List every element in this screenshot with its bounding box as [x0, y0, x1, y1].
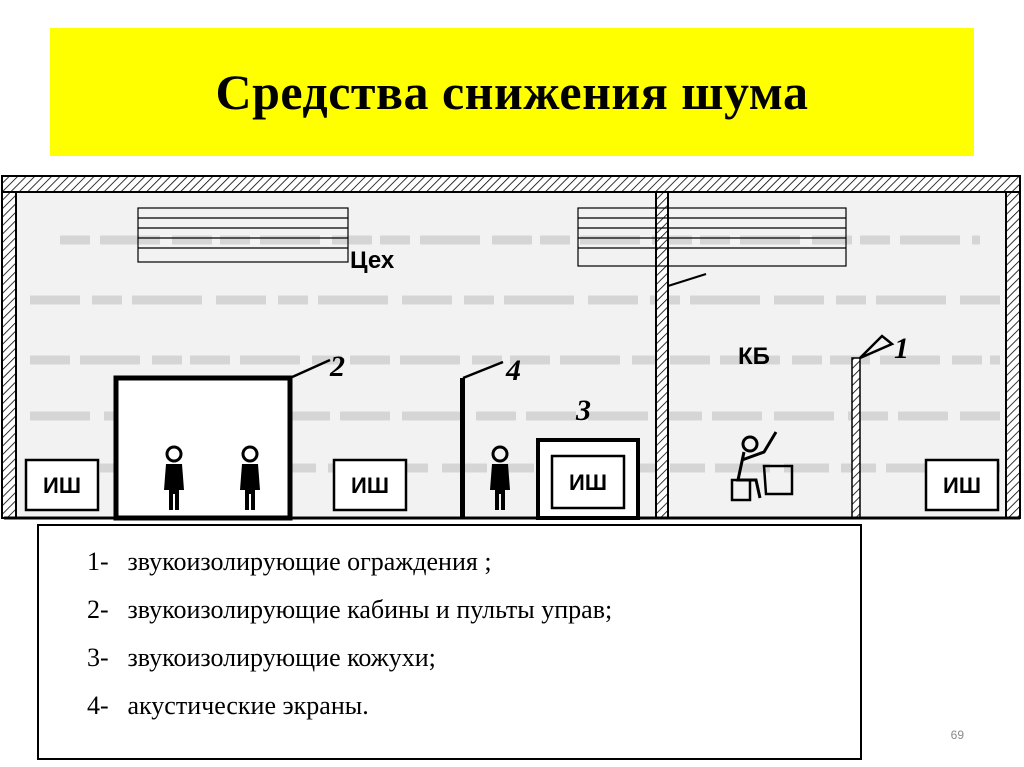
legend-number: 2- — [87, 595, 109, 624]
workshop-label: Цех — [350, 247, 395, 274]
legend-number: 4- — [87, 691, 109, 720]
legend-box — [37, 524, 862, 760]
page-number: 69 — [950, 728, 964, 742]
sound-insulating-wall-panel — [852, 358, 860, 518]
noise-source-4 — [926, 460, 998, 510]
slide-title: Средства снижения шума — [215, 64, 809, 120]
cabin-partition — [656, 192, 668, 518]
noise-source-label: ИШ — [351, 473, 389, 498]
callout-3: 3 — [576, 394, 591, 427]
legend-number: 3- — [87, 643, 109, 672]
right-wall — [1006, 192, 1020, 518]
callout-2: 2 — [330, 350, 345, 383]
title-banner — [50, 28, 974, 156]
legend-text: звукоизолирующие кожухи; — [127, 643, 436, 672]
legend-list — [39, 526, 860, 730]
legend-item — [87, 538, 860, 586]
ceiling-wall — [2, 176, 1020, 192]
noise-reduction-diagram — [0, 168, 1024, 524]
legend-text: акустические экраны. — [127, 691, 369, 720]
noise-source-label: ИШ — [943, 473, 981, 498]
noise-source-3 — [552, 456, 624, 508]
legend-text: звукоизолирующие кабины и пульты управ; — [127, 595, 613, 624]
legend-item — [87, 682, 860, 730]
callout-1: 1 — [894, 332, 909, 365]
legend-number: 1- — [87, 547, 109, 576]
legend-text: звукоизолирующие ограждения ; — [127, 547, 492, 576]
noise-source-1 — [26, 460, 98, 510]
acoustic-screen — [460, 378, 465, 518]
callout-4: 4 — [506, 354, 521, 387]
noise-source-label: ИШ — [569, 470, 607, 495]
noise-source-2 — [334, 460, 406, 510]
cabin-label: КБ — [738, 343, 770, 370]
left-wall — [2, 192, 16, 518]
noise-source-label: ИШ — [43, 473, 81, 498]
legend-item — [87, 634, 860, 682]
legend-item — [87, 586, 860, 634]
sound-insulating-enclosure — [116, 378, 290, 518]
